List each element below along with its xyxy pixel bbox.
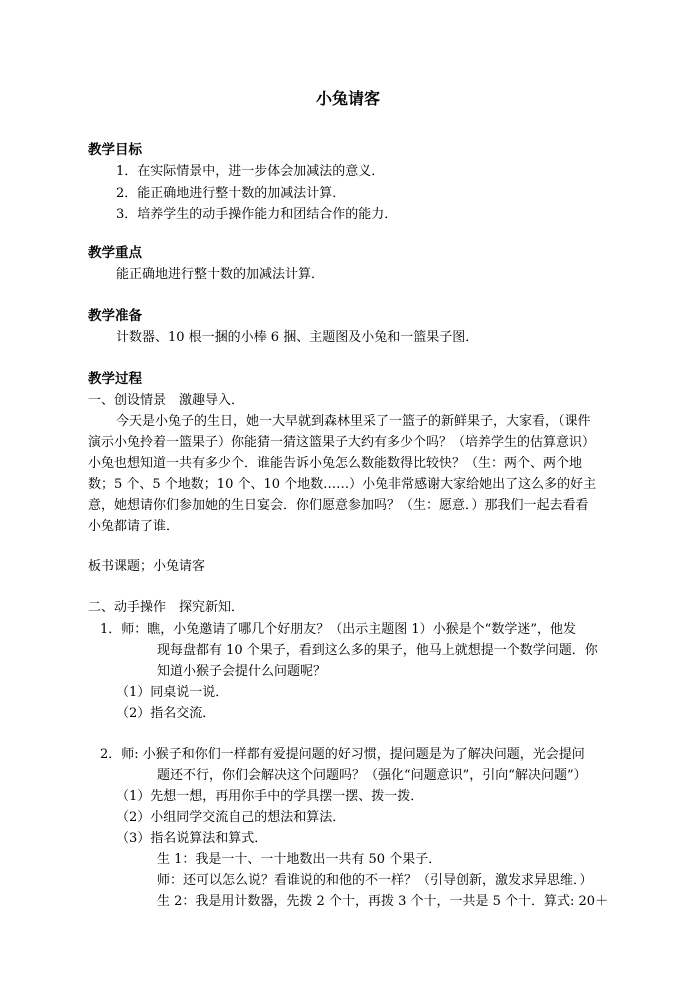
para-line: 今天是小兔子的生日，她一大早就到森林里采了一篮子的新鲜果子，大家看，（课件: [116, 414, 591, 429]
dialogue-line: 生 2：我是用计数器，先拨 2 个十，再拨 3 个十，一共是 5 个十．算式: 20＋: [157, 894, 609, 909]
prep-heading: 教学准备: [88, 308, 142, 324]
question-line: 现每盘都有 10 个果子，看到这么多的果子，他马上就想提一个数学问题．你: [157, 643, 598, 658]
para-line: 意，她想请你们参加她的生日宴会．你们愿意参加吗？（生：愿意．）那我们一起去看看: [88, 498, 589, 513]
step-item: （1）同桌说一说．: [116, 685, 229, 700]
dialogue-line: 师：还可以怎么说？看谁说的和他的不一样？（引导创新，激发求异思维．）: [157, 873, 593, 888]
goal-item: 3．培养学生的动手操作能力和团结合作的能力．: [116, 207, 398, 222]
step-item: （3）指名说算法和算式．: [116, 831, 268, 846]
para-line: 小兔都请了谁．: [88, 519, 180, 534]
para-line: 演示小兔拎着一篮果子）你能猜一猜这篮果子大约有多少个吗？（培养学生的估算意识）: [88, 435, 596, 450]
question-line: 2．师: 小猴子和你们一样都有爱提问题的好习惯，提问题是为了解决问题，光会提问: [100, 747, 585, 762]
key-text: 能正确地进行整十数的加减法计算．: [116, 267, 325, 282]
question-line: 知道小猴子会提什么问题呢？: [157, 664, 327, 679]
question-line: 题还不行，你们会解决这个问题吗？（强化“问题意识”，引向“解决问题”）: [157, 768, 587, 783]
goal-item: 2．能正确地进行整十数的加减法计算．: [116, 186, 346, 201]
question-line: 1．师：瞧，小兔邀请了哪几个好朋友？（出示主题图 1）小猴是个“数学迷”，他发: [100, 622, 576, 637]
para-line: 数；5 个、5 个地数；10 个、10 个地数……）小兔非常感谢大家给她出了这么多的好主: [88, 477, 597, 492]
dialogue-line: 生 1：我是一十、一十地数出一共有 50 个果子．: [157, 852, 442, 867]
part1-title: 一、创设情景 激趣导入．: [88, 393, 245, 408]
process-heading: 教学过程: [88, 371, 142, 387]
goals-heading: 教学目标: [88, 142, 142, 158]
key-heading: 教学重点: [88, 245, 142, 261]
part2-title: 二、动手操作 探究新知．: [88, 600, 245, 615]
para-line: 小兔也想知道一共有多少个．谁能告诉小兔怎么数能数得比较快？（生：两个、两个地: [88, 456, 583, 471]
prep-text: 计数器、10 根一捆的小棒 6 捆、主题图及小兔和一篮果子图．: [116, 330, 479, 345]
step-item: （2）指名交流．: [116, 706, 216, 721]
step-item: （2）小组同学交流自己的想法和算法．: [116, 810, 346, 825]
step-item: （1）先想一想，再用你手中的学具摆一摆、拨一拨．: [116, 789, 424, 804]
board-title: 板书课题；小兔请客: [88, 559, 206, 574]
document-title: 小兔请客: [315, 89, 380, 108]
goal-item: 1．在实际情景中，进一步体会加减法的意义．: [116, 164, 385, 179]
